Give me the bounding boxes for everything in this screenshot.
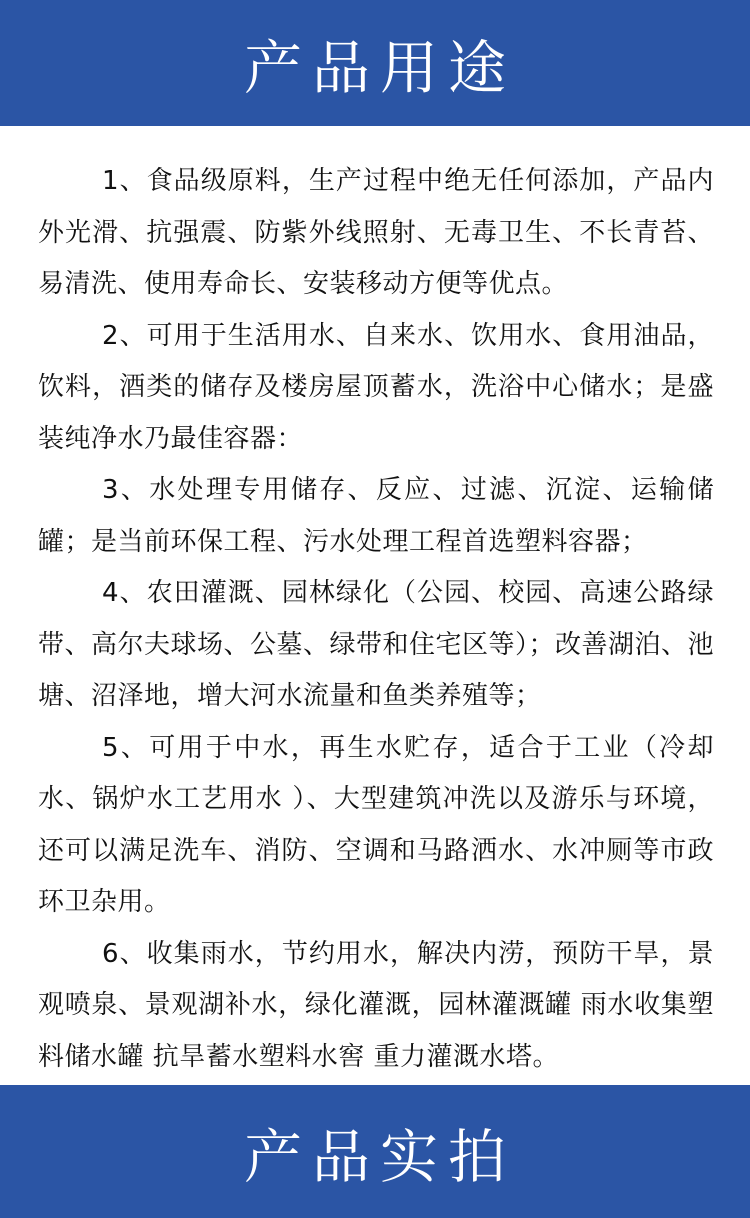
usage-paragraph-3: 3、水处理专用储存、反应、过滤、沉淀、运输储罐；是当前环保工程、污水处理工程首选塑料容器； (38, 475, 714, 557)
usage-paragraph-1: 1、食品级原料，生产过程中绝无任何添加，产品内外光滑、抗强震、防紫外线照射、无毒卫生、不长青苔、易清洗、使用寿命长、安装移动方便等优点。 (38, 166, 714, 299)
usage-paragraph-4: 4、农田灌溉、园林绿化（公园、校园、高速公路绿带、高尔夫球场、公墓、绿带和住宅区等）；改善湖泊、池塘、沼泽地，增大河水流量和鱼类养殖等； (38, 578, 715, 711)
usage-paragraph-5: 5、可用于中水，再生水贮存，适合于工业（冷却水、锅炉水工艺用水 ）、大型建筑冲洗以及游乐与环境，还可以满足洗车、消防、空调和马路洒水、水冲厕等市政环卫杂用。 (38, 732, 714, 917)
usage-content (38, 156, 714, 1083)
usage-paragraph-6: 6、收集雨水，节约用水，解决内涝，预防干旱，景观喷泉、景观湖补水，绿化灌溉，园林灌溉罐 雨水收集塑料储水罐 抗旱蓄水塑料水窖 重力灌溉水塔。 (38, 938, 714, 1072)
footer-banner (0, 1085, 750, 1218)
header-banner (0, 0, 750, 126)
section-title-photos: 产品实拍 (243, 1122, 516, 1191)
section-title-usage: 产品用途 (243, 34, 516, 102)
usage-paragraph-2: 2、可用于生活用水、自来水、饮用水、食用油品，饮料，酒类的储存及楼房屋顶蓄水，洗浴中心储水；是盛装纯净水乃最佳容器： (38, 320, 714, 454)
